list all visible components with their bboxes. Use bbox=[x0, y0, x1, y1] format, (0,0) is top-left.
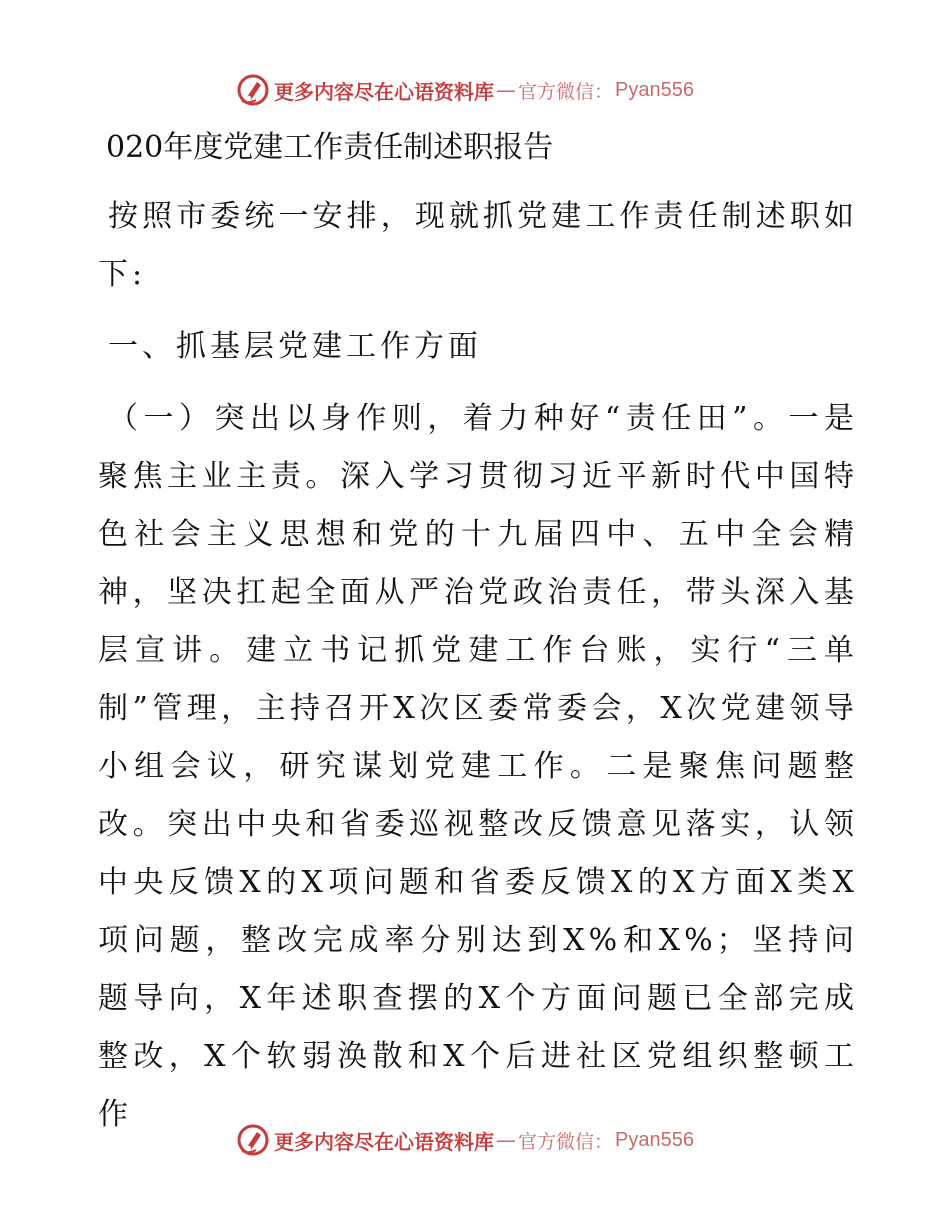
document-body bbox=[98, 126, 858, 1158]
document-title: 020年度党建工作责任制述职报告 bbox=[106, 130, 554, 165]
header-watermark bbox=[236, 72, 694, 108]
watermark-title: 更多内容尽在心语资料库 bbox=[274, 79, 494, 104]
footer-watermark bbox=[236, 1122, 694, 1158]
body-paragraph: （一）突出以身作则，着力种好“责任田”。一是聚焦主业主责。深入学习贯彻习近平新时代中国特色社会主义思想和党的十九届四中、五中全会精神，坚决扛起全面从严治党政治责任，带头深入基层宣讲。建立书记抓党建工作台账，实行“三单制”管理，主持召开X次区委常委会，X次党建领导小组会议，研究谋划党建工作。二是聚焦问题整改。突出中央和省委巡视整改反馈意见落实，认领中央反馈X的X项问题和省委反馈X的X方面X类X项问题，整改完成率分别达到X%和X%；坚持问题导向，X年述职查摆的X个方面问题已全部完成整改，X个软弱涣散和X个后进社区党组织整顿工作 bbox=[98, 401, 858, 1132]
pen-nib-logo-icon bbox=[236, 73, 270, 107]
section-heading: 一、抓基层党建工作方面 bbox=[108, 329, 482, 364]
watermark-dash: — bbox=[496, 78, 516, 102]
watermark-title: 更多内容尽在心语资料库 bbox=[274, 1129, 494, 1154]
pen-nib-logo-icon bbox=[236, 1123, 270, 1157]
watermark-wechat-id: Pyan556 bbox=[615, 1128, 694, 1151]
watermark-subtitle: 官方微信： bbox=[518, 1130, 614, 1153]
watermark-dash: — bbox=[496, 1128, 516, 1152]
watermark-wechat-id: Pyan556 bbox=[615, 78, 694, 101]
watermark-subtitle: 官方微信： bbox=[518, 80, 614, 103]
intro-paragraph: 按照市委统一安排，现就抓党建工作责任制述职如下: bbox=[98, 199, 858, 292]
